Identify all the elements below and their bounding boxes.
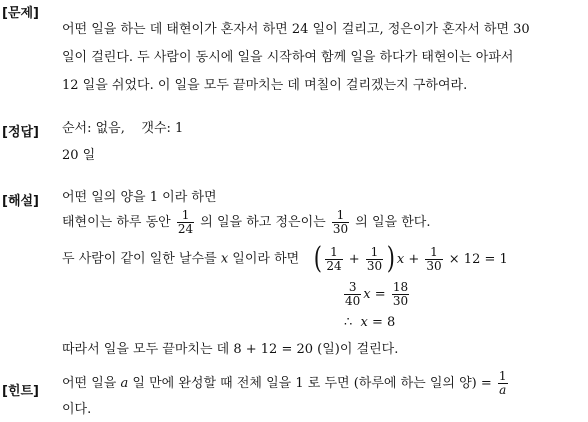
left-paren: ( <box>313 241 322 276</box>
problem-line-3: 12 일을 쉬었다. 이 일을 모두 끝마치는 데 며칠이 걸리겠는지 구하여라. <box>62 78 468 93</box>
problem-line-1: 어떤 일을 하는 데 태현이가 혼자서 하면 24 일이 걸리고, 정은이가 혼자서 하면 30 <box>62 22 530 37</box>
answer-meta <box>62 121 183 137</box>
hint-line-2: 이다. <box>62 402 92 417</box>
hint-fraction: $\frac{1}{a}$ <box>498 369 507 397</box>
eq2-x: x <box>363 287 371 302</box>
answer-count: 갯수: 1 <box>141 121 184 136</box>
right-paren: ) <box>386 241 396 276</box>
eq1-x: x <box>396 251 405 267</box>
eq2-frac-1: $\frac{3}{40}$ <box>345 280 361 308</box>
solution-line-2-a: 태현이는 하루 동안 <box>62 215 171 230</box>
eq2-frac-2: $\frac{18}{30}$ <box>392 280 409 308</box>
solution-line-3-b: 일이라 하면 <box>232 251 300 267</box>
fraction-1-30: $\frac{1}{30}$ <box>332 208 349 236</box>
variable-a: a <box>120 376 129 391</box>
variable-x: x <box>220 251 229 267</box>
equation-3 <box>344 315 395 331</box>
problem-label: [문제] <box>2 6 39 21</box>
solution-line-2-b: 의 일을 하고 정은이는 <box>200 215 326 230</box>
hint-label: [힌트] <box>2 384 39 399</box>
hint-line-1-a: 어떤 일을 <box>62 376 117 391</box>
solution-line-3-a: 두 사람이 같이 일한 날수를 <box>62 251 217 267</box>
eq3-x: x <box>360 315 368 330</box>
eq1-plus: + <box>348 251 360 267</box>
solution-label: [해설] <box>2 194 39 209</box>
solution-conclusion: 따라서 일을 모두 끝마치는 데 8 + 12 = 20 (일)이 걸린다. <box>62 342 399 357</box>
eq1-frac-3: $\frac{1}{30}$ <box>426 244 442 273</box>
eq1-frac-2: $\frac{1}{30}$ <box>366 244 383 273</box>
solution-line-3 <box>62 241 508 276</box>
fraction-1-24: $\frac{1}{24}$ <box>177 208 194 236</box>
eq1-plus-2: + <box>408 251 420 267</box>
answer-label: [정답] <box>2 125 39 140</box>
equation-1 <box>312 241 508 276</box>
eq1-frac-1: $\frac{1}{24}$ <box>326 244 342 273</box>
hint-line-1-b: 일 만에 완성할 때 전체 일을 1 로 두면 (하루에 하는 일의 양) = <box>132 376 492 391</box>
answer-value: 20 일 <box>62 148 96 163</box>
solution-line-1: 어떤 일의 양을 1 이라 하면 <box>62 190 217 205</box>
therefore-symbol: ∴ <box>344 315 353 330</box>
answer-order: 순서: 없음, <box>62 121 125 136</box>
eq2-equals: = <box>374 287 386 302</box>
solution-line-2 <box>62 208 430 238</box>
eq1-tail: × 12 = 1 <box>448 251 508 267</box>
solution-line-2-c: 의 일을 한다. <box>355 215 431 230</box>
eq3-tail: = 8 <box>372 315 396 330</box>
equation-2 <box>342 280 411 310</box>
hint-line-1 <box>62 368 510 400</box>
problem-line-2: 일이 걸린다. 두 사람이 동시에 일을 시작하여 함께 일을 하다가 태현이는 아파서 <box>62 50 514 65</box>
